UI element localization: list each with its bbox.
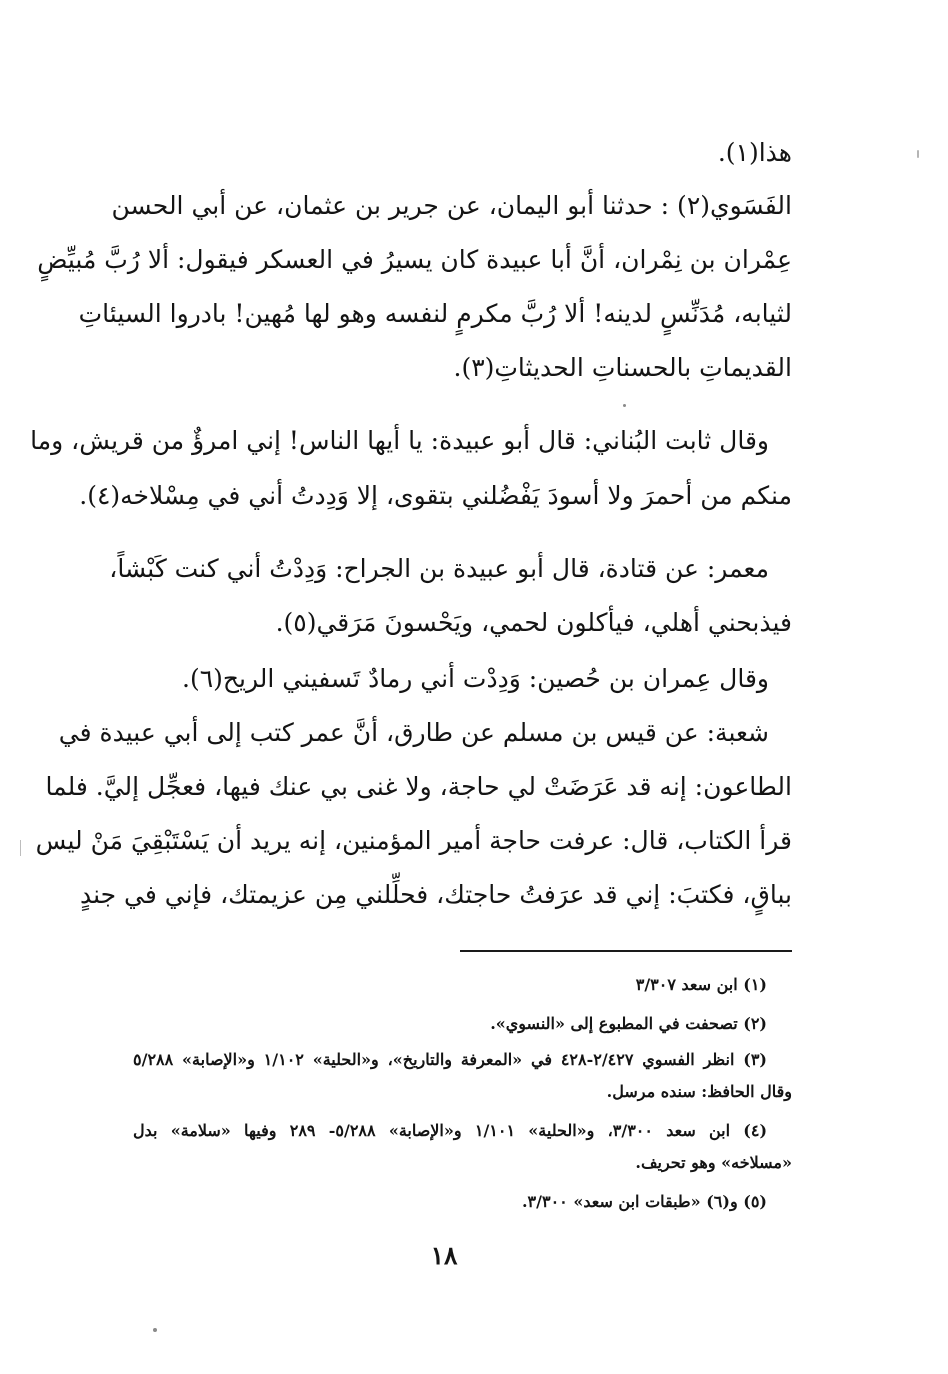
footnote: وقال الحافظ: سنده مرسل. xyxy=(606,1082,792,1101)
text-line: عِمْران بن نِمْران، أنَّ أبا عبيدة كان يسيرُ في العسكر فيقول: ألا رُبَّ مُبيِّضٍ xyxy=(37,245,792,274)
page-number: ١٨ xyxy=(430,1241,458,1270)
footnote-separator xyxy=(460,950,792,952)
footnote: (٤) ابن سعد ٣/٣٠٠، و«الحلية» ١/١٠١ و«الإصابة» ٥/٢٨٨- ٢٨٩ وفيها «سلامة» بدل xyxy=(133,1121,768,1140)
text-line: الطاعون: إنه قد عَرَضَتْ لي حاجة، ولا غنى بي عنك فيها، فعجِّل إليَّ. فلما xyxy=(45,772,792,801)
text-line: وقال عِمران بن حُصين: وَدِدْت أني رمادٌ تَسفيني الريح(٦). xyxy=(182,664,769,693)
scan-speck xyxy=(153,1328,157,1332)
text-line: الفَسَوي(٢) : حدثنا أبو اليمان، عن جرير بن عثمان، عن أبي الحسن xyxy=(111,191,792,220)
text-line: القديماتِ بالحسناتِ الحديثاتِ(٣). xyxy=(453,353,792,382)
text-line: وقال ثابت البُناني: قال أبو عبيدة: يا أيها الناس! إني امرؤٌ من قريش، وما xyxy=(30,426,769,455)
text-line: معمر: عن قتادة، قال أبو عبيدة بن الجراح: وَدِدْتُ أني كنت كَبْشاً، xyxy=(109,554,769,583)
text-line: شعبة: عن قيس بن مسلم عن طارق، أنَّ عمر كتب إلى أبي عبيدة في xyxy=(58,718,769,747)
scan-speck xyxy=(623,404,626,407)
text-line: فيذبحني أهلي، فيأكلون لحمي، ويَحْسونَ مَرَقي(٥). xyxy=(275,608,792,637)
scan-speck xyxy=(917,150,919,158)
text-line: قرأ الكتاب، قال: عرفت حاجة أمير المؤمنين، إنه يريد أن يَسْتَبْقِيَ مَنْ ليس xyxy=(35,826,792,855)
text-line: هذا(١). xyxy=(717,138,792,167)
text-line: منكم من أحمرَ ولا أسودَ يَفْضُلني بتقوى، إلا وَدِدتُ أني في مِسْلاخه(٤). xyxy=(79,481,792,510)
footnote: (٢) تصحفت في المطبوع إلى «النسوي». xyxy=(490,1014,767,1033)
text-line: بباقٍ، فكتبَ: إني قد عرَفتُ حاجتك، فحلِّلني مِن عزيمتك، فإني في جندٍ xyxy=(79,880,792,909)
footnote: (٣) انظر الفسوي ٢/٤٢٧-٤٢٨ في «المعرفة والتاريخ»، و«الحلية» ١/١٠٢ و«الإصابة» ٥/٢٨٨ xyxy=(133,1050,767,1069)
text-line: لثيابه، مُدَنِّسٍ لدينه! ألا رُبَّ مكرمٍ لنفسه وهو لها مُهين! بادروا السيئاتِ xyxy=(78,299,792,328)
footnote: (٥) و(٦) «طبقات ابن سعد» ٣/٣٠٠. xyxy=(521,1192,767,1211)
footnote: (١) ابن سعد ٣/٣٠٧ xyxy=(635,975,767,994)
footnote: «مسلاخه» وهو تحريف. xyxy=(635,1153,792,1172)
scan-speck xyxy=(20,840,21,856)
